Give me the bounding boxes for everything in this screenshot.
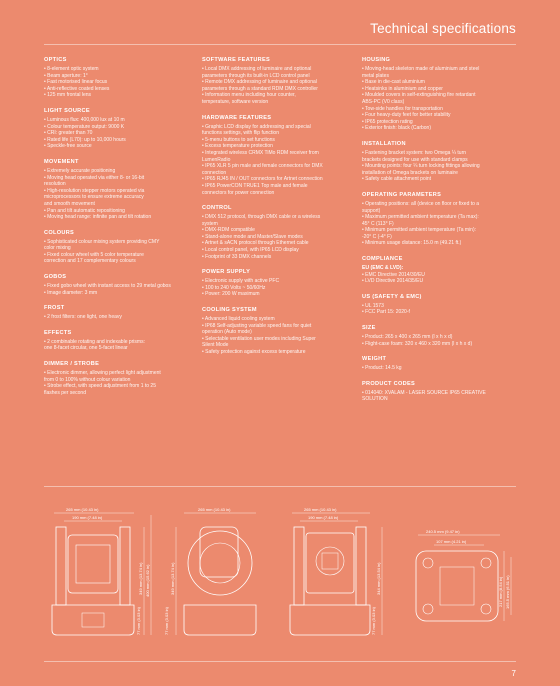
spec-item: • Safety cable attachment point bbox=[362, 176, 432, 183]
spec-item: • Fixed colour wheel with 5 color temperature bbox=[44, 251, 144, 258]
spec-item: • Speckle-free source bbox=[44, 143, 92, 150]
spec-section bbox=[202, 269, 362, 298]
spec-section bbox=[362, 325, 518, 347]
spec-section bbox=[44, 108, 204, 150]
spec-item: • Local DMX addressing of luminaire and optional bbox=[202, 66, 312, 72]
title-divider bbox=[44, 44, 516, 45]
section-heading: SIZE bbox=[362, 325, 376, 332]
spec-item: • Remote DMX addressing of luminaire and optional bbox=[202, 79, 317, 86]
section-heading: FROST bbox=[44, 305, 65, 312]
spec-item: • Product: 265 x 400 x 265 mm (l x h x d) bbox=[362, 334, 453, 341]
spec-item: • Fastening bracket system: two Omega ¼ turn bbox=[362, 149, 467, 156]
spec-item: • CRI: greater than 70 bbox=[44, 130, 93, 137]
spec-item: parameters through its built-in LCD control panel bbox=[202, 72, 310, 79]
front-height-label: 349 mm (13.74 in) bbox=[138, 562, 143, 595]
spec-section bbox=[44, 361, 204, 396]
spec-item: • Electronic supply with active PFC bbox=[202, 278, 280, 285]
side-width-label: 265 mm (10.43 in) bbox=[198, 507, 231, 512]
section-heading: POWER SUPPLY bbox=[202, 269, 251, 276]
section-heading: GOBOS bbox=[44, 274, 67, 281]
spec-item: • Minimum permitted ambient temperature (Ta min): bbox=[362, 227, 477, 234]
spec-item: connectors for power connection bbox=[202, 189, 275, 196]
spec-item: temperature, software version bbox=[202, 98, 269, 105]
spec-item: • Flight-case foam: 320 x 460 x 320 mm (l x h x d) bbox=[362, 340, 473, 347]
spec-item: flashes per second bbox=[44, 389, 86, 396]
spec-item: installation of Omega brackets on luminaire bbox=[362, 169, 458, 176]
spec-column-3 bbox=[362, 57, 518, 412]
spec-item: • Product: 14.5 kg bbox=[362, 365, 402, 372]
spec-section bbox=[44, 305, 204, 321]
spec-item: system bbox=[202, 220, 218, 227]
spec-section bbox=[362, 192, 518, 247]
spec-item: • Minimum usage distance: 15.0 m (49.21 ft.) bbox=[362, 240, 462, 247]
spec-item: • 8-element optic system bbox=[44, 66, 99, 72]
spec-item: and smooth movement bbox=[44, 200, 95, 207]
spec-section bbox=[362, 256, 518, 285]
spec-item: • IP65 protection rating bbox=[362, 118, 413, 125]
spec-item: • IP65 PowerCON TRUE1 Top male and female bbox=[202, 182, 308, 189]
spec-item: • Sophisticated colour mixing system providing CMY bbox=[44, 238, 160, 245]
section-heading: LIGHT SOURCE bbox=[44, 107, 90, 114]
spec-item: • Selectable ventilation user modes including Super bbox=[202, 335, 316, 342]
spec-item: • LVD Directive 2014/35/EU bbox=[362, 278, 424, 285]
spec-item: • Maximum permitted ambient temperature (Ta max): bbox=[362, 214, 479, 221]
page-number: 7 bbox=[511, 669, 516, 678]
spec-item: • Moving head operated via either 8- or 16-bit bbox=[44, 174, 145, 181]
spec-section bbox=[362, 381, 518, 403]
spec-item: LumenRadio bbox=[202, 156, 231, 163]
spec-section bbox=[44, 274, 204, 296]
tilted-base-label: 77 mm (3.03 in) bbox=[371, 606, 376, 635]
bottom-inner-height-label: 165.5 mm (6.51 in) bbox=[505, 575, 510, 609]
section-heading: INSTALLATION bbox=[362, 140, 406, 147]
spec-section bbox=[202, 205, 362, 260]
spec-item: • 014040: XVALAM - LASER SOURCE IP65 CREATIVE bbox=[362, 389, 486, 396]
spec-item: • Power: 200 W maximum bbox=[202, 291, 260, 298]
spec-item: • Electronic dimmer, allowing perfect light adjustment bbox=[44, 370, 161, 377]
tilted-view-drawing bbox=[282, 505, 394, 655]
spec-section bbox=[362, 356, 518, 372]
spec-item: functions settings, with flip function bbox=[202, 130, 279, 137]
section-heading: CONTROL bbox=[202, 205, 232, 212]
section-heading: EFFECTS bbox=[44, 329, 72, 336]
tilted-inner-width-label: 190 mm (7.48 in) bbox=[308, 515, 339, 520]
spec-item: • 2 combinable rotating and indexable prisms: bbox=[44, 338, 145, 345]
section-heading: HARDWARE FEATURES bbox=[202, 114, 272, 121]
spec-section bbox=[202, 115, 362, 197]
spec-section bbox=[202, 57, 362, 106]
section-heading: OPERATING PARAMETERS bbox=[362, 191, 442, 198]
spec-item: • UL 1573 bbox=[362, 302, 384, 309]
spec-item: • IP65 XLR 5 pin male and female connectors for DMX bbox=[202, 163, 323, 170]
spec-item: color mixing bbox=[44, 245, 71, 252]
spec-item: operation (Auto mode) bbox=[202, 329, 252, 336]
spec-item: • Mounting points: four ¼ turn locking fittings allowing bbox=[362, 163, 480, 170]
section-heading: PRODUCT CODES bbox=[362, 380, 416, 387]
spec-item: • Four heavy-duty feet for better stability bbox=[362, 112, 451, 119]
spec-item: • Safety protection against excess temperature bbox=[202, 349, 306, 355]
spec-item: • Extremely accurate positioning bbox=[44, 167, 116, 174]
spec-item: • 125 mm frontal lens bbox=[44, 92, 92, 99]
spec-item: ABS-PC (V0 class) bbox=[362, 98, 405, 105]
section-heading: US (SAFETY & EMC) bbox=[362, 293, 422, 300]
front-total-height-label: 400 mm (15.62 in) bbox=[145, 564, 150, 597]
spec-section bbox=[44, 159, 204, 221]
spec-item: • Fixed gobo wheel with instant access to 29 metal gobos bbox=[44, 283, 171, 290]
bottom-inner-width-label: 107 mm (4.21 in) bbox=[436, 539, 467, 544]
section-heading: HOUSING bbox=[362, 57, 391, 63]
section-heading: SOFTWARE FEATURES bbox=[202, 57, 271, 63]
spec-item: • Luminous flux: 400,000 lux at 10 m bbox=[44, 116, 125, 123]
spec-item: resolution bbox=[44, 181, 66, 188]
spec-item: from 0 to 100% without colour variation bbox=[44, 376, 131, 383]
spec-item: -20° C (-4° F) bbox=[362, 233, 392, 240]
spec-item: • Exterior finish: black (Carbon) bbox=[362, 125, 431, 132]
spec-item: support) bbox=[362, 207, 381, 214]
spec-item: connection bbox=[202, 169, 227, 176]
spec-item: • Rated life (L70): up to 10,000 hours bbox=[44, 136, 126, 143]
section-divider bbox=[44, 486, 516, 487]
spec-item: • 100 to 240 Volts ~ 50/60Hz bbox=[202, 284, 266, 291]
spec-item: parameters through a standard RDM DMX controller bbox=[202, 85, 318, 92]
spec-item: • Pan and tilt automatic repositioning bbox=[44, 207, 125, 214]
spec-item: • 5-menu buttons to set functions bbox=[202, 136, 275, 143]
spec-item: • Operating positions: all (device on floor or fixed to a bbox=[362, 200, 480, 207]
section-heading: MOVEMENT bbox=[44, 158, 79, 165]
section-heading: COOLING SYSTEM bbox=[202, 307, 257, 314]
section-subheading: EU (EMC & LVD): bbox=[362, 265, 404, 272]
spec-item: • Moving head range: infinite pan and tilt rotation bbox=[44, 214, 152, 221]
section-heading: COMPLIANCE bbox=[362, 256, 403, 263]
section-heading: OPTICS bbox=[44, 57, 67, 63]
spec-item: • 2 frost filters: one light, one heavy bbox=[44, 314, 122, 321]
spec-section bbox=[362, 141, 518, 183]
side-view-drawing bbox=[162, 505, 274, 655]
bottom-height-label: 217 mm (8.54 in) bbox=[498, 576, 503, 607]
spec-item: • IP68 Self-adjusting variable speed fans for quiet bbox=[202, 322, 312, 329]
spec-section bbox=[362, 57, 518, 132]
spec-item: metal plates bbox=[362, 72, 389, 79]
spec-column-2 bbox=[202, 57, 362, 365]
tilted-width-label: 265 mm (10.43 in) bbox=[304, 507, 337, 512]
spec-item: 45° C (113° F) bbox=[362, 220, 394, 227]
spec-item: • Integrated wireless CRMX TiMo RDM receiver from bbox=[202, 149, 319, 156]
spec-item: SOLUTION bbox=[362, 396, 388, 403]
spec-item: • Beam aperture: 1° bbox=[44, 72, 88, 79]
spec-section bbox=[44, 230, 204, 265]
spec-section bbox=[362, 294, 518, 316]
spec-item: • Moving-head skeleton made of aluminium and steel bbox=[362, 66, 480, 72]
tilted-height-label: 344 mm (13.54 in) bbox=[376, 562, 381, 595]
spec-item: • Fast motorised linear focus bbox=[44, 79, 108, 86]
spec-item: • Colour temperature output: 9000 K bbox=[44, 123, 125, 130]
spec-item: • Local control panel, with IP65 LCD display bbox=[202, 247, 299, 254]
spec-item: • DMX-RDM compatible bbox=[202, 227, 255, 234]
spec-item: • FCC Part 15: 2020-f bbox=[362, 309, 410, 316]
spec-item: • Tow-side handles for transportation bbox=[362, 105, 443, 112]
spec-item: microprocessors to ensure extreme accuracy bbox=[44, 194, 144, 201]
front-view-drawing bbox=[44, 505, 156, 655]
spec-item: • EMC Directive 2014/30/EU bbox=[362, 271, 425, 278]
spec-section bbox=[44, 330, 204, 352]
front-width-label: 265 mm (10.43 in) bbox=[66, 507, 99, 512]
section-heading: WEIGHT bbox=[362, 356, 387, 363]
spec-item: • Strobe effect, with speed adjustment from 1 to 25 bbox=[44, 383, 156, 390]
spec-item: Silent Mode bbox=[202, 342, 229, 349]
spec-item: • Stand-alone mode and Master/Slave modes bbox=[202, 233, 303, 240]
spec-item: one 8-facet circular, one 5-facet linear bbox=[44, 345, 128, 352]
spec-item: • Graphic LCD display for addressing and special bbox=[202, 123, 311, 130]
spec-item: correction and 17 complementary colours bbox=[44, 258, 136, 265]
spec-item: • IP65 RJ45 IN / OUT connectors for Artnet connection bbox=[202, 176, 323, 183]
spec-item: • Moulded covers in self-extinguishing fire retardant bbox=[362, 92, 476, 99]
page-title: Technical specifications bbox=[370, 21, 516, 36]
side-height-label: 349 mm (13.74 in) bbox=[170, 562, 175, 595]
spec-item: brackets designed for use with standard clamps bbox=[362, 156, 468, 163]
front-inner-width-label: 190 mm (7.48 in) bbox=[72, 515, 103, 520]
spec-item: • Excess temperature protection bbox=[202, 143, 273, 150]
section-heading: DIMMER / STROBE bbox=[44, 361, 100, 368]
spec-column-1 bbox=[44, 57, 204, 405]
front-base-label: 77 mm (3.03 in) bbox=[136, 606, 141, 635]
spec-item: • Anti-reflective coated lenses bbox=[44, 85, 110, 92]
spec-item: • Footprint of 33 DMX channels bbox=[202, 253, 272, 260]
footer-divider bbox=[44, 661, 516, 662]
spec-section bbox=[44, 57, 204, 99]
spec-item: • Heatsinks in aluminium and copper bbox=[362, 85, 443, 92]
spec-item: • Advanced liquid cooling system bbox=[202, 316, 275, 323]
side-base-label: 77 mm (3.03 in) bbox=[164, 606, 169, 635]
spec-item: • Artnet & sACN protocol through Ethernet cable bbox=[202, 240, 309, 247]
spec-section bbox=[202, 307, 362, 356]
spec-item: • Image diameter: 3 mm bbox=[44, 289, 98, 296]
bottom-view-drawing bbox=[404, 505, 516, 655]
spec-item: • Information menu including hour counter, bbox=[202, 92, 296, 99]
spec-item: • Base in die-cast aluminium bbox=[362, 79, 425, 86]
spec-item: • High-resolution stepper motors operated via bbox=[44, 187, 145, 194]
bottom-width-label: 240.5 mm (9.47 in) bbox=[426, 529, 460, 534]
section-heading: COLOURS bbox=[44, 229, 75, 236]
spec-item: • DMX 512 protocol, through DMX cable or a wireless bbox=[202, 214, 321, 221]
